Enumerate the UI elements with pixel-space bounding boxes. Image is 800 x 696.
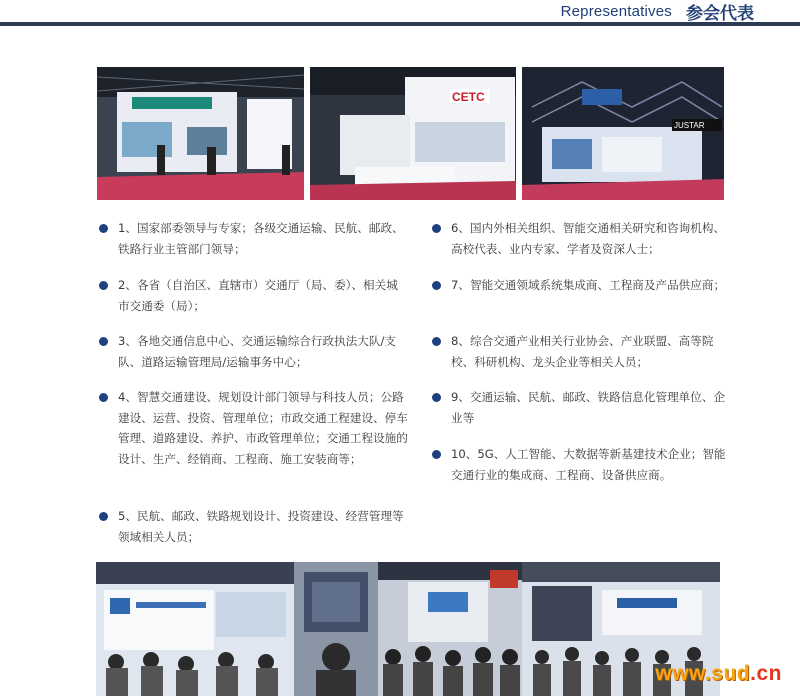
page-header [561, 0, 754, 22]
bullet-dot-icon [432, 281, 441, 290]
exhibition-booth-photo-icon [310, 67, 516, 200]
list-item: 6、国内外相关组织、智能交通相关研究和咨询机构、高校代表、业内专家、学者及资深人士； [451, 218, 729, 259]
bullet-dot-icon [432, 224, 441, 233]
booth-photo-3 [522, 67, 724, 200]
bullet-dot-icon [99, 393, 108, 402]
list-item: 3、各地交通信息中心、交通运输综合行政执法大队/支队、道路运输管理局/运输事务中心； [118, 331, 408, 372]
list-item: 9、交通运输、民航、邮政、铁路信息化管理单位、企业等 [451, 387, 729, 428]
bullet-dot-icon [99, 281, 108, 290]
bullet-dot-icon [432, 337, 441, 346]
exhibition-booth-photo-icon [97, 67, 304, 200]
list-item: 8、综合交通产业相关行业协会、产业联盟、高等院校、科研机构、龙头企业等相关人员； [451, 331, 729, 372]
header-title-en: Representatives [560, 2, 672, 20]
hall-photo-2 [294, 562, 378, 696]
list-item: 4、智慧交通建设、规划设计部门领导与科技人员；公路建设、运营、投资、管理单位；市政交通工程建设、停车管理、道路建设、养护、市政管理单位；交通工程设施的设计、生产、经销商、工程商、施工安装商等； [118, 387, 408, 469]
exhibition-hall-crowd-photo-icon [96, 562, 294, 696]
list-item: 2、各省（自治区、直辖市）交通厅（局、委）、相关城市交通委（局）； [118, 275, 408, 316]
list-item: 5、民航、邮政、铁路规划设计、投资建设、经营管理等领域相关人员； [118, 506, 408, 547]
svg-text:JUSTAR: JUSTAR [674, 121, 705, 130]
booth-photo-1 [97, 67, 304, 200]
svg-text:CETC: CETC [452, 90, 485, 104]
header-rule [0, 22, 800, 26]
bullet-dot-icon [99, 337, 108, 346]
hall-photo-1 [96, 562, 294, 696]
list-item: 1、国家部委领导与专家；各级交通运输、民航、邮政、铁路行业主管部门领导； [118, 218, 408, 259]
list-item: 10、5G、人工智能、大数据等新基建技术企业；智能交通行业的集成商、工程商、设备供应商。 [451, 444, 729, 485]
exhibition-booth-photo-icon [522, 67, 724, 200]
bullet-dot-icon [99, 224, 108, 233]
hall-photo-3 [378, 562, 522, 696]
booth-photo-2 [310, 67, 516, 200]
header-title-cn: 参会代表 [686, 3, 754, 24]
list-item: 7、智能交通领域系统集成商、工程商及产品供应商； [451, 275, 729, 296]
bullet-dot-icon [432, 450, 441, 459]
exhibition-hall-crowd-photo-icon [378, 562, 522, 696]
exhibition-hall-crowd-photo-icon [294, 562, 378, 696]
watermark-url: www.sud.cn [655, 662, 782, 685]
bullet-dot-icon [99, 512, 108, 521]
bullet-dot-icon [432, 393, 441, 402]
